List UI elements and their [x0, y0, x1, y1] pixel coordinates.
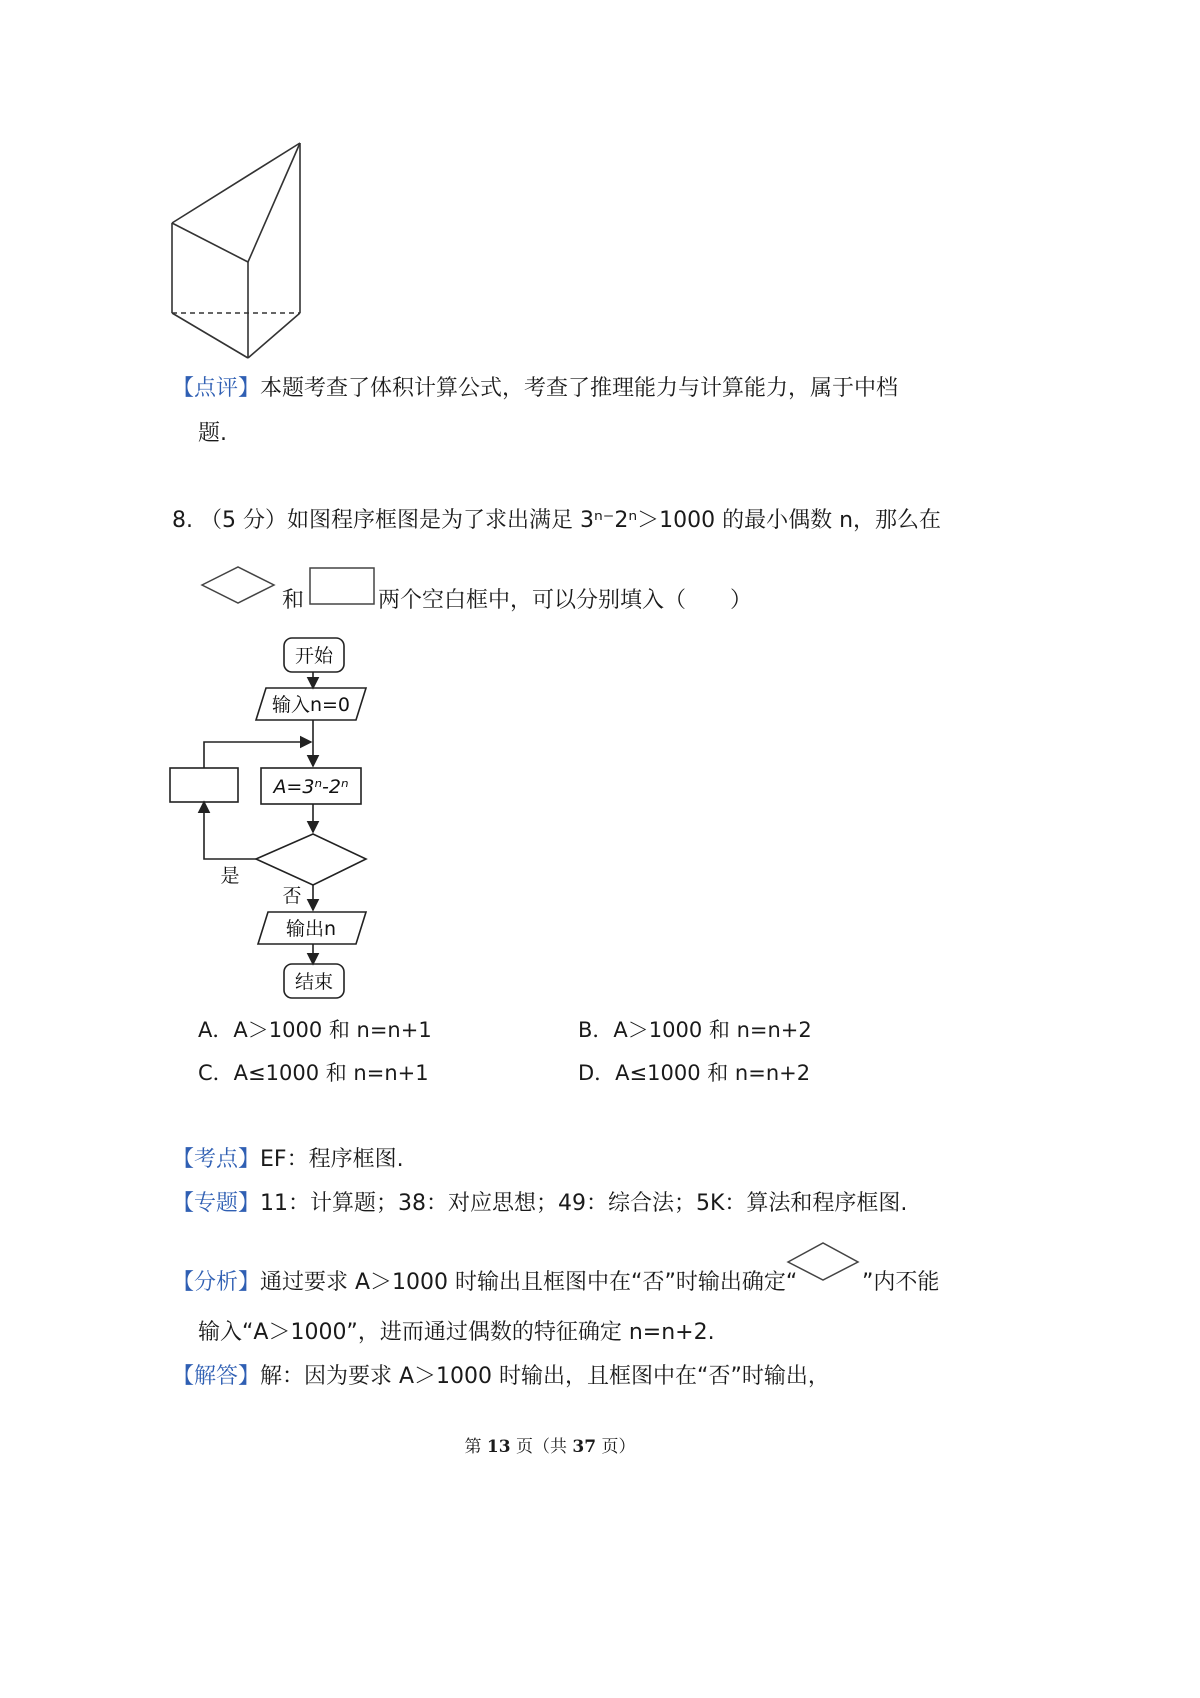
jieda-text: 解：因为要求 A＞1000 时输出，且框图中在“否”时输出，	[260, 1364, 830, 1389]
flowchart-no-label: 否	[282, 885, 302, 907]
flowchart-blank-box	[170, 768, 238, 802]
blank-diamond-icon	[200, 565, 280, 605]
fenxi-line-2: 输入“A＞1000”，进而通过偶数的特征确定 n=n+2.	[198, 1320, 715, 1345]
flowchart-process-label: A=3ⁿ-2ⁿ	[273, 776, 349, 798]
flowchart-end-label: 结束	[294, 971, 334, 993]
page-footer	[0, 1432, 1100, 1457]
option-c: C．A≤1000 和 n=n+1	[198, 1061, 429, 1085]
question-line-2: 两个空白框中，可以分别填入（ ）	[378, 588, 753, 613]
kaodian-tag: 【考点】	[172, 1147, 261, 1172]
flowchart-decision-diamond	[256, 834, 366, 885]
flowchart-output-label: 输出n	[285, 918, 337, 940]
option-a: A．A＞1000 和 n=n+1	[198, 1018, 432, 1042]
question-line-1	[172, 506, 941, 536]
fenxi-diamond-icon	[786, 1240, 862, 1282]
jieda-tag: 【解答】	[172, 1364, 261, 1389]
option-d: D．A≤1000 和 n=n+2	[578, 1061, 811, 1085]
review-line-1	[172, 374, 898, 404]
question-number: 8.	[172, 508, 193, 533]
question-score: （5 分）	[200, 508, 287, 533]
zhuanti-line	[172, 1189, 907, 1219]
prism-figure	[160, 135, 320, 375]
review-line-2: 题.	[198, 421, 227, 446]
question-connector: 和	[282, 588, 305, 613]
jieda-line	[172, 1362, 830, 1392]
kaodian-text: EF：程序框图.	[260, 1147, 404, 1172]
zhuanti-text: 11：计算题；38：对应思想；49：综合法；5K：算法和程序框图.	[260, 1191, 908, 1216]
kaodian-line	[172, 1145, 404, 1175]
review-tag: 【点评】	[172, 376, 261, 401]
option-b: B．A＞1000 和 n=n+2	[578, 1018, 812, 1042]
footer-page-number: 13	[486, 1437, 511, 1457]
fenxi-text-after: ”内不能	[862, 1270, 940, 1295]
blank-rectangle-icon	[308, 566, 378, 608]
fenxi-line-1	[172, 1268, 797, 1298]
footer-post: 页）	[601, 1437, 636, 1457]
footer-pre: 第	[464, 1437, 482, 1457]
zhuanti-tag: 【专题】	[172, 1191, 261, 1216]
fenxi-text-before: 通过要求 A＞1000 时输出且框图中在“否”时输出确定“	[260, 1270, 798, 1295]
review-text: 本题考查了体积计算公式，考查了推理能力与计算能力，属于中档	[260, 376, 899, 401]
flowchart-yes-label: 是	[220, 865, 240, 887]
flowchart	[160, 630, 380, 1010]
footer-total-pages: 37	[572, 1437, 597, 1457]
question-text: 如图程序框图是为了求出满足 3ⁿ⁻2ⁿ＞1000 的最小偶数 n，那么在	[287, 508, 942, 533]
flowchart-input-label: 输入n=0	[271, 694, 351, 716]
fenxi-tag: 【分析】	[172, 1270, 261, 1295]
footer-mid: 页（共	[516, 1437, 567, 1457]
flowchart-start-label: 开始	[294, 645, 334, 667]
